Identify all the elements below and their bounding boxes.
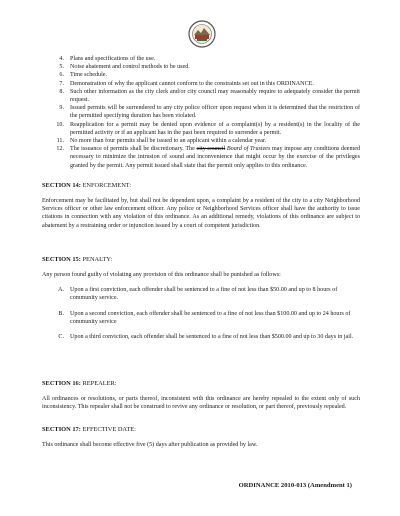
permit-requirements-list <box>48 55 360 170</box>
city-seal-icon <box>188 20 216 48</box>
list-item: 10. Reapplication for a permit may be denied upon evidence of a complaint(s) by a resident(s) in the locality of the permitted activity or if an applicant has in the past been required to surrender a permit. <box>56 121 360 136</box>
struck-text: city council <box>196 146 226 153</box>
section-heading: SECTION 17: EFFECTIVE DATE: <box>42 426 136 433</box>
section-text: This ordinance shall become effective five (5) days after publication as provided by law. <box>42 442 258 448</box>
list-item: 4. Plans and specifications of the use. <box>59 56 156 62</box>
section-heading: SECTION 14: ENFORCEMENT: <box>42 182 132 189</box>
section-16 <box>42 380 360 411</box>
penalty-item: A. Upon a first conviction, each offender shall be sentenced to a fine of not less than $50.00 and up to 8 hours of community service. <box>58 287 338 302</box>
section-text: Any person found guilty of violating any provision of this ordinance shall be punished as follows: <box>42 272 281 278</box>
section-17 <box>42 426 360 449</box>
section-heading: SECTION 16: REPEALER: <box>42 380 117 387</box>
list-item: 12. The issuance of permits shall be discretionary. The city council Board of Trustees may impose any conditions deemed necessary to minimize the intrusion of sound and inconvenience that might occur by the exercise of the privileges granted by the permit. Any permit issued shall state that the permit only applies to this ordinance. <box>56 146 360 169</box>
list-item: 11. No more than four permits shall be issued to an applicant within a calendar year. <box>56 138 267 145</box>
section-14 <box>42 182 360 230</box>
list-item: 8. Such other information as the city clerk and/or city council may reasonably require to adequately consider the permit request. <box>59 88 360 104</box>
penalty-item: B. Upon a second conviction, each offender shall be sentenced to a fine of not less than $100.00 and up to 24 hours of community service <box>58 310 351 325</box>
section-15 <box>42 256 360 341</box>
inserted-text: Board of Trustees <box>225 146 271 153</box>
list-item: 5. Noise abatement and control methods to be used. <box>59 64 190 71</box>
penalty-item: C. Upon a third conviction, each offender shall be sentenced to a fine of not less than $500.00 and up to 30 days in jail. <box>58 334 354 341</box>
section-text: All ordinances or resolutions, or parts thereof, inconsistent with this ordinance are hereby repealed to the extent only of such inconsistency. This repealer shall not be construed to revive any ordinance or resolution, or part thereof, previously repealed. <box>42 396 360 411</box>
section-text: Enforcement may be facilitated by, but shall not be dependent upon, a complaint by a resident of the city to a city Neighborhood Services officer or other law enforcement officer. Any police or Neighborhood Services officer shall have the authority to issue citations in connection with any violation of this ordinance. As an additional remedy, violations of this ordinance are subject to abatement by a restraining order or injunction issued by a court of competent jurisdiction. <box>42 198 360 229</box>
list-item: 7. Demonstration of why the applicant cannot conform to the constraints set out in this ORDINANCE. <box>59 80 314 87</box>
ordinance-footer: ORDINANCE 2010-013 (Amendment 1) <box>238 482 352 489</box>
section-heading: SECTION 15: PENALTY: <box>42 256 113 263</box>
list-item: 9. Issued permits will be surrendered to any city police officer upon request when it is determined that the restriction of the permitted specifying duration has been violated. <box>59 105 360 120</box>
list-item: 6. Time schedule. <box>59 72 108 79</box>
